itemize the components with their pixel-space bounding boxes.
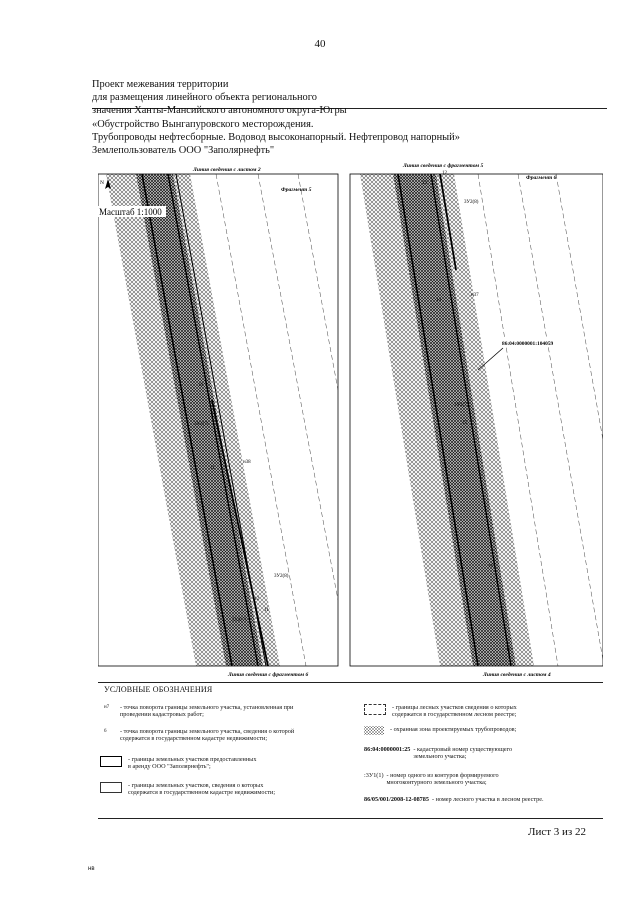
- right-map-panel: [360, 174, 603, 666]
- forest-boundary: [258, 174, 338, 600]
- scale-label: Масштаб 1:1000: [99, 207, 162, 217]
- left-bottom-caption: Линия сведения с фрагментом 6: [228, 672, 309, 678]
- title-line: значения Ханты-Мансийского автономного округа-Югры: [92, 105, 347, 117]
- left-fragment-label: Фрагмент 5: [281, 187, 312, 193]
- legend-bottom-rule: [98, 818, 603, 819]
- point-label: н37: [471, 293, 479, 298]
- point-label: 16: [488, 564, 493, 569]
- legend-text: - точка поворота границы земельного участка, сведения о которой содержатся в государственном кадастре недвижимости;: [120, 728, 295, 743]
- legend-text: - границы земельных участков предоставленных в аренду ООО "Заполярнефть";: [128, 756, 257, 771]
- legend-item: [364, 726, 603, 735]
- legend-item: [364, 772, 603, 787]
- point-label: н38: [243, 460, 251, 465]
- protection-zone-swatch-icon: [364, 726, 384, 735]
- north-label: N: [100, 180, 104, 186]
- legend-item: [364, 796, 603, 803]
- legend-symbol: 86:04:0000001:25: [364, 746, 411, 753]
- left-top-caption: Линия сведения с листом 2: [193, 167, 261, 173]
- legend-symbol: н7: [104, 705, 110, 710]
- footer-mark: нв: [88, 866, 95, 872]
- legend-text: - кадастровый номер существующего земельного участка;: [413, 746, 513, 761]
- zone-label: 3У2(7): [232, 618, 247, 623]
- title-block: [92, 78, 542, 157]
- point-label: 11: [210, 466, 215, 471]
- legend-item: [100, 756, 360, 771]
- title-line: Проект межевания территории: [92, 79, 229, 90]
- point-label: 11: [264, 608, 269, 613]
- legend-top-rule: [98, 682, 603, 683]
- legend-item: [364, 746, 603, 761]
- zone-label: 3У2(8): [464, 200, 479, 205]
- left-map-panel: [106, 174, 338, 666]
- point-label: 12: [442, 171, 447, 176]
- forest-plot-swatch-icon: [364, 704, 386, 715]
- zone-label: 3У2(7): [454, 403, 469, 408]
- legend-item: [364, 704, 603, 719]
- legend-text: - охранная зона проектируемых трубопроводов;: [390, 726, 517, 733]
- point-label: 15: [462, 421, 467, 426]
- legend-symbol: :3У1(1): [364, 772, 384, 779]
- title-line: Землепользователь ООО "Заполярнефть": [92, 145, 275, 157]
- point-label: 13: [422, 181, 427, 186]
- legend-text: - границы лесных участков сведения о которых содержатся в государственном лесном реестре;: [392, 704, 517, 719]
- legend-item: [100, 782, 360, 797]
- cadastral-number: 86:04:0000001:104059: [502, 341, 554, 347]
- legend-item: [104, 704, 364, 719]
- title-line: для размещения линейного объекта регионального: [92, 92, 317, 104]
- leased-plot-swatch-icon: [100, 756, 122, 767]
- point-label: 10: [198, 383, 203, 388]
- legend-item: [104, 728, 364, 743]
- point-label: 17: [506, 648, 511, 653]
- legend-text: - точка поворота границы земельного участка, установленная при проведении кадастровых работ;: [120, 704, 294, 719]
- cadastral-plot-swatch-icon: [100, 782, 122, 793]
- zone-label: 3У2(8): [274, 574, 289, 579]
- legend-text: - номер лесного участка в лесном реестре.: [431, 796, 544, 803]
- right-fragment-label: Фрагмент 6: [526, 175, 557, 181]
- title-line: «Обустройство Вынгапуровского месторождения.: [92, 118, 314, 130]
- forest-boundary: [298, 174, 338, 390]
- sheet-label: Лист 3 из 22: [528, 826, 587, 838]
- legend-symbol: 6: [104, 729, 107, 734]
- zone-label: 3У2(7): [194, 422, 209, 427]
- point-label: 12: [254, 597, 259, 602]
- legend-symbol: 86/05/001/2008-12-08785: [364, 796, 429, 803]
- cadastral-map: [98, 160, 603, 680]
- legend-title: УСЛОВНЫЕ ОБОЗНАЧЕНИЯ: [104, 685, 213, 694]
- forest-boundary: [556, 174, 603, 440]
- forest-boundary: [518, 174, 603, 660]
- right-bottom-caption: Линия сведения с листом 4: [483, 672, 551, 678]
- title-line: Трубопроводы нефтесборные. Водовод высоконапорный. Нефтепровод напорный»: [92, 131, 460, 143]
- right-top-caption: Линия сведения с фрагментом 5: [403, 163, 484, 169]
- legend-text: - границы земельных участков, сведения о которых содержатся в государственном кадастре недвижимости;: [128, 782, 276, 797]
- legend-text: - номер одного из контуров формируемого многоконтурного земельного участка;: [386, 772, 499, 787]
- point-label: 14: [436, 298, 441, 303]
- page-number: 40: [314, 38, 326, 50]
